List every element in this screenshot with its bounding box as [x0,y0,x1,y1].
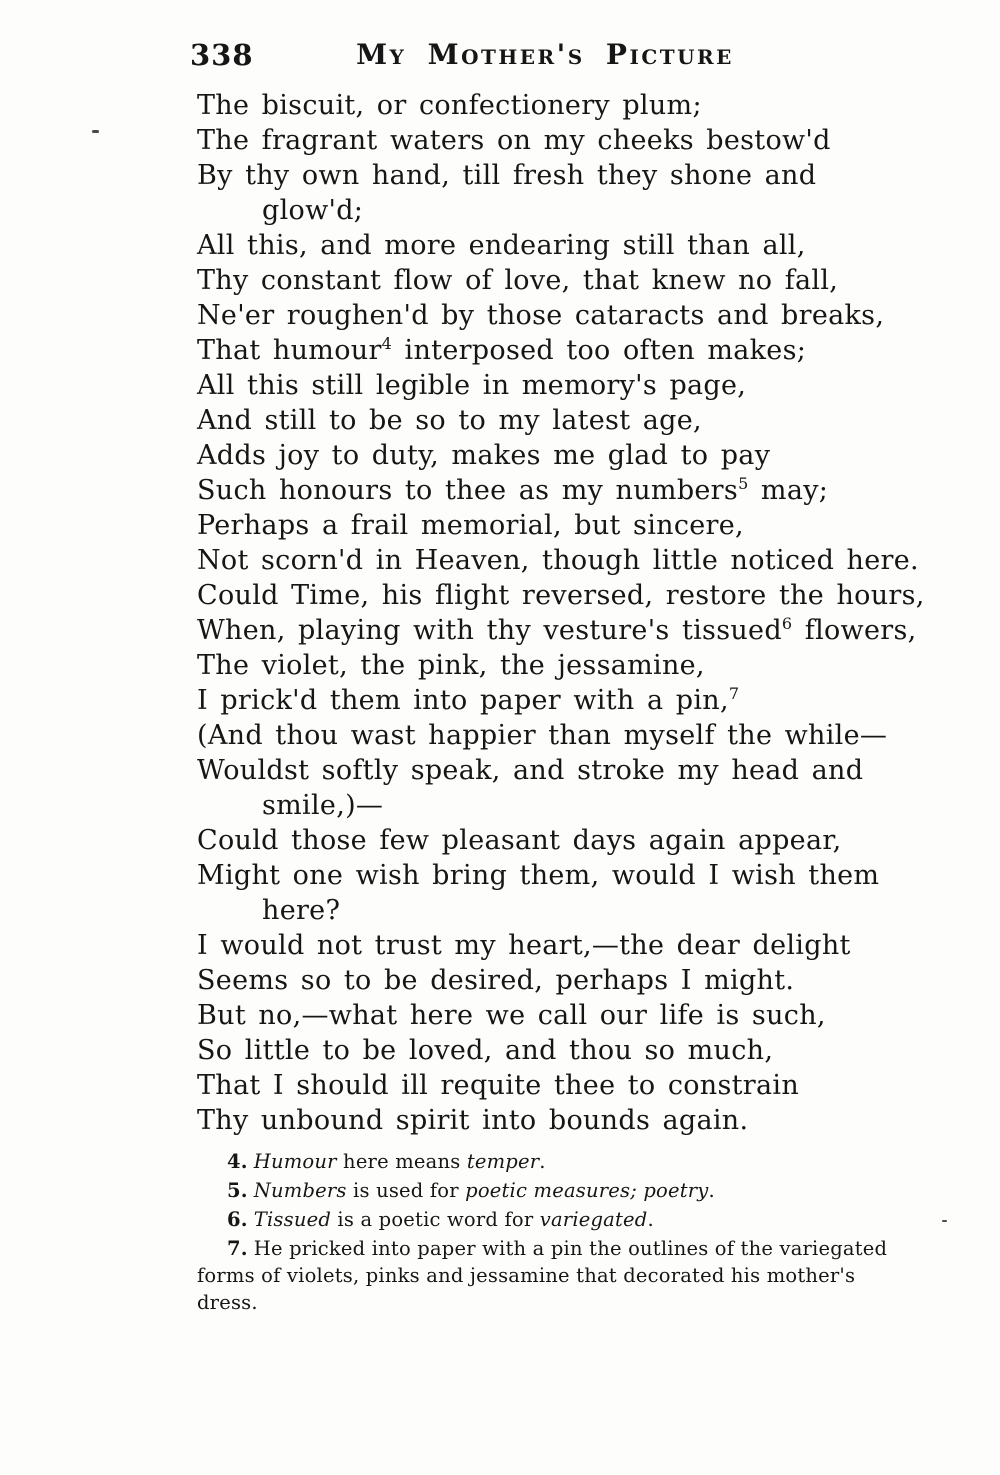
footnote-ref: 7 [728,684,740,703]
poem-line-text: Such honours to thee as my numbers [197,475,739,506]
scan-speck [92,130,99,133]
footnote-ref: 6 [781,614,793,633]
footnote-text: variegated [539,1208,648,1231]
poem-line [197,963,960,998]
poem-line [197,158,960,193]
poem-line-text: I prick'd them into paper with a pin, [197,685,729,716]
poem-line-text: That I should ill requite thee to constrain [197,1070,800,1101]
poem-line-text: flowers, [792,615,917,646]
poem-line [197,683,960,718]
poem-line [197,928,960,963]
footnote-text: Numbers [253,1179,347,1202]
footnotes [197,1148,897,1318]
poem-line [197,1103,960,1138]
poem-line [197,368,960,403]
poem-line [197,88,960,123]
footnote-ref: 4 [381,334,393,353]
poem-line-text: Thy unbound spirit into bounds again. [197,1105,749,1136]
footnote-number: 4. [227,1150,248,1173]
poem-line [197,613,960,648]
footnote-text: is used for [346,1179,466,1202]
poem-line-text: So little to be loved, and thou so much, [197,1035,774,1066]
poem-line-text: may; [748,475,829,506]
poem-line-text: interposed too often makes; [392,335,807,366]
footnote [197,1177,897,1204]
poem-line-text: Perhaps a frail memorial, but sincere, [197,510,744,541]
poem-line [197,333,960,368]
poem-line-text: Thy constant flow of love, that knew no fall, [197,265,839,296]
poem-line [197,1068,960,1103]
footnote-text: . [708,1179,715,1202]
poem-line [197,718,960,753]
poem-line [197,473,960,508]
footnote [197,1206,897,1233]
poem-line-text: Not scorn'd in Heaven, though little noticed here. [197,545,919,576]
poem-line-text: (And thou wast happier than myself the while— [197,720,888,751]
poem-line-text: And still to be so to my latest age, [197,405,702,436]
poem-line [197,438,960,473]
poem-line-text: Adds joy to duty, makes me glad to pay [197,440,771,471]
poem-line-text: All this, and more endearing still than all, [197,230,806,261]
poem-line-text: Might one wish bring them, would I wish them [197,860,880,891]
poem-line [197,508,960,543]
page-title: My Mother's Picture [356,38,734,71]
footnote-text: temper [466,1150,540,1173]
poem-line-text: Wouldst softly speak, and stroke my head and [197,755,864,786]
poem-line-text: When, playing with thy vesture's tissued [197,615,782,646]
poem-line [197,823,960,858]
poem-line-text: Ne'er roughen'd by those cataracts and breaks, [197,300,885,331]
poem-line [197,543,960,578]
poem-line [197,788,960,823]
poem-line-text: here? [262,895,341,926]
footnote-number: 7. [227,1237,248,1260]
poem-line-text: glow'd; [262,195,364,226]
footnote-text: Humour [253,1150,337,1173]
poem-line [197,648,960,683]
poem-line-text: All this still legible in memory's page, [197,370,747,401]
footnote-text: He pricked into paper with a pin the outlines of the variegated forms of violets, pinks and jessamine that decorated his mother's dress. [197,1237,888,1314]
poem-line [197,228,960,263]
poem-line-text: smile,)— [262,790,384,821]
poem-line-text: By thy own hand, till fresh they shone and [197,160,817,191]
poem-line [197,858,960,893]
page-number: 338 [190,38,254,72]
footnote-text: . [539,1150,546,1173]
poem-line [197,1033,960,1068]
poem-line-text: Seems so to be desired, perhaps I might. [197,965,795,996]
poem-line [197,893,960,928]
poem-line [197,263,960,298]
scan-speck [942,1220,947,1222]
footnote-text: . [647,1208,654,1231]
poem-line [197,123,960,158]
poem-line-text: That humour [197,335,382,366]
footnote-number: 5. [227,1179,248,1202]
footnote [197,1148,897,1175]
poem-line-text: I would not trust my heart,—the dear delight [197,930,851,961]
footnote-text: poetic measures; poetry [465,1179,709,1202]
footnote-text: here means [336,1150,467,1173]
poem-line-text: But no,—what here we call our life is such, [197,1000,826,1031]
poem-line-text: The biscuit, or confectionery plum; [197,90,702,121]
poem-line-text: Could Time, his flight reversed, restore the hours, [197,580,925,611]
poem-line-text: Could those few pleasant days again appear, [197,825,842,856]
poem-line [197,998,960,1033]
footnote-ref: 5 [738,474,749,493]
poem-line [197,578,960,613]
poem-line-text: The fragrant waters on my cheeks bestow'd [197,125,831,156]
footnote [197,1235,897,1316]
poem-line [197,193,960,228]
footnote-number: 6. [227,1208,248,1231]
poem-line [197,403,960,438]
poem-line [197,753,960,788]
footnote-text: is a poetic word for [331,1208,540,1231]
poem-line-text: The violet, the pink, the jessamine, [197,650,705,681]
poem [197,88,960,1138]
footnote-text: Tissued [253,1208,332,1231]
poem-line [197,298,960,333]
